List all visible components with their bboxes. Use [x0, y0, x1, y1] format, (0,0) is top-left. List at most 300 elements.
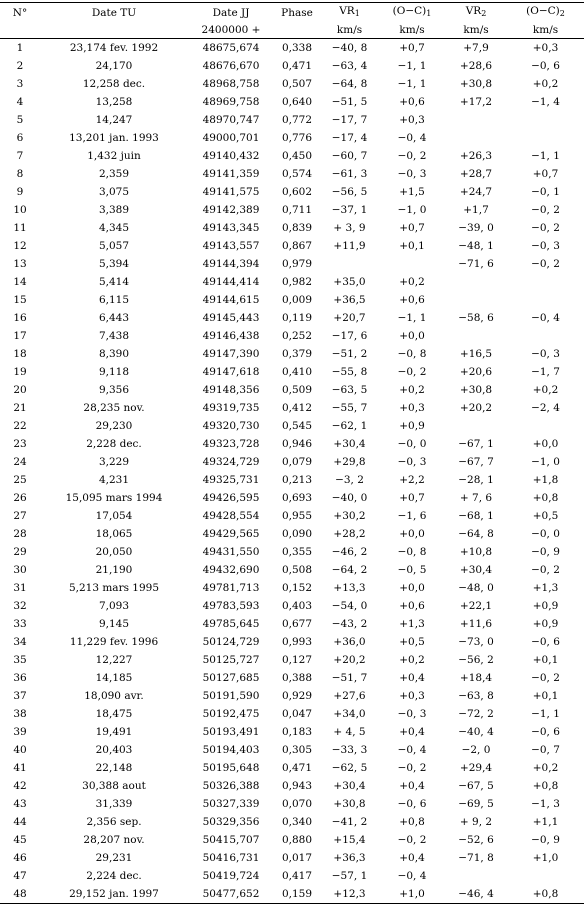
cell-date-jj: 49324,729 — [202, 456, 260, 468]
cell-date-tu: 28,235 nov. — [83, 402, 145, 414]
cell-row-number: 34 — [13, 636, 27, 648]
cell-vr2: +28,6 — [459, 60, 493, 72]
cell-phase: 0,471 — [281, 762, 313, 774]
cell-vr1: −51, 7 — [331, 672, 368, 684]
cell-phase: 0,677 — [281, 618, 313, 630]
cell-date-tu: 14,185 — [95, 672, 133, 684]
cell-vr1: −56, 5 — [331, 186, 368, 198]
table-row — [0, 75, 584, 93]
header-date-jj: Date JJ — [188, 3, 274, 23]
cell-oc2: +0,9 — [532, 600, 559, 612]
cell-phase: 0,009 — [281, 294, 313, 306]
cell-phase: 0,929 — [281, 690, 313, 702]
cell-date-tu: 9,145 — [98, 618, 130, 630]
cell-oc2: +0,2 — [532, 384, 559, 396]
cell-vr1: −61, 3 — [331, 168, 368, 180]
table-row — [0, 813, 584, 831]
cell-row-number: 35 — [13, 654, 27, 666]
cell-date-tu: 3,075 — [98, 186, 130, 198]
cell-oc1: −1, 0 — [397, 204, 427, 216]
cell-vr2: +30,8 — [459, 384, 493, 396]
cell-date-tu: 1,432 juin — [87, 150, 141, 162]
table-row — [0, 561, 584, 579]
cell-oc1: −1, 1 — [397, 78, 427, 90]
cell-oc1: +0,7 — [399, 492, 425, 504]
cell-vr2 — [445, 867, 507, 885]
cell-oc2: −1, 4 — [531, 96, 560, 108]
cell-date-jj: 48970,747 — [202, 114, 260, 126]
cell-row-number: 4 — [16, 96, 24, 108]
cell-date-jj: 49144,615 — [202, 294, 260, 306]
cell-oc2: −1, 0 — [531, 456, 560, 468]
cell-date-tu: 2,224 dec. — [86, 870, 142, 882]
cell-vr1: −17, 6 — [331, 330, 368, 342]
table-row — [0, 291, 584, 309]
cell-vr2: +11,6 — [459, 618, 493, 630]
cell-oc2: −0, 1 — [531, 186, 560, 198]
table-header — [0, 3, 584, 39]
cell-date-jj: 49142,389 — [202, 204, 260, 216]
cell-row-number: 30 — [13, 564, 27, 576]
cell-row-number: 28 — [13, 528, 27, 540]
cell-date-tu: 19,491 — [95, 726, 133, 738]
header-vr1: $VR_1$ — [320, 3, 379, 23]
cell-vr1: −55, 8 — [331, 366, 368, 378]
cell-oc1: −1, 1 — [397, 312, 427, 324]
table-row — [0, 669, 584, 687]
cell-row-number: 16 — [13, 312, 27, 324]
cell-date-jj: 48675,674 — [202, 42, 260, 54]
cell-oc2 — [507, 417, 584, 435]
cell-oc2: +0,1 — [532, 654, 559, 666]
cell-oc1: −0, 4 — [397, 132, 427, 144]
cell-date-jj: 49325,731 — [202, 474, 260, 486]
cell-vr1: +11,9 — [333, 240, 366, 252]
cell-oc2: −0, 7 — [531, 744, 560, 756]
cell-phase: 0,127 — [281, 654, 313, 666]
header-unit-oc1: km/s — [379, 22, 445, 39]
cell-phase: 0,880 — [281, 834, 313, 846]
cell-oc2: −0, 0 — [531, 528, 560, 540]
cell-date-tu: 9,118 — [98, 366, 130, 378]
cell-phase: 0,213 — [281, 474, 313, 486]
cell-date-jj: 50416,731 — [202, 852, 260, 864]
cell-row-number: 18 — [13, 348, 27, 360]
cell-vr1: + 3, 9 — [333, 222, 366, 234]
cell-row-number: 45 — [13, 834, 27, 846]
cell-date-jj: 48676,670 — [202, 60, 260, 72]
header-number: N° — [0, 3, 40, 23]
cell-oc2: −0, 4 — [531, 312, 560, 324]
cell-vr2: −71, 6 — [458, 258, 494, 270]
cell-row-number: 25 — [13, 474, 27, 486]
cell-date-tu: 29,231 — [95, 852, 133, 864]
cell-vr2: −39, 0 — [458, 222, 494, 234]
cell-phase: 0,574 — [281, 168, 313, 180]
cell-row-number: 17 — [13, 330, 27, 342]
table-row — [0, 597, 584, 615]
cell-date-tu: 13,201 jan. 1993 — [69, 132, 159, 144]
cell-vr2: −64, 8 — [458, 528, 494, 540]
cell-vr2: −2, 0 — [461, 744, 491, 756]
cell-row-number: 15 — [13, 294, 27, 306]
cell-vr2: +26,3 — [459, 150, 493, 162]
cell-oc2: −0, 2 — [531, 258, 560, 270]
cell-row-number: 3 — [16, 78, 24, 90]
cell-date-jj: 50194,403 — [202, 744, 260, 756]
table-row — [0, 795, 584, 813]
cell-oc2: +0,1 — [532, 690, 559, 702]
cell-date-jj: 49145,443 — [202, 312, 260, 324]
cell-oc1: −0, 2 — [397, 366, 427, 378]
cell-row-number: 22 — [13, 420, 27, 432]
cell-date-tu: 4,345 — [98, 222, 130, 234]
header-unit-phase — [274, 22, 320, 39]
cell-date-jj: 49785,645 — [202, 618, 260, 630]
cell-phase: 0,839 — [281, 222, 313, 234]
header-row-1 — [0, 3, 584, 23]
cell-phase: 0,471 — [281, 60, 313, 72]
cell-oc1: −0, 5 — [397, 564, 427, 576]
cell-oc2: +0,9 — [532, 618, 559, 630]
cell-date-jj: 50193,491 — [202, 726, 260, 738]
cell-date-tu: 15,095 mars 1994 — [65, 492, 163, 504]
cell-vr1: +12,3 — [320, 885, 379, 904]
cell-oc1: +0,3 — [399, 402, 425, 414]
table-row — [0, 615, 584, 633]
cell-date-tu: 5,394 — [98, 258, 130, 270]
cell-phase: 0,070 — [281, 798, 313, 810]
cell-oc2 — [507, 111, 584, 129]
cell-row-number: 12 — [13, 240, 27, 252]
cell-phase: 0,340 — [281, 816, 313, 828]
cell-vr1: +13,3 — [333, 582, 366, 594]
header-oc2: $(O-C)_2$ — [507, 3, 584, 23]
cell-oc2: −1, 3 — [531, 798, 560, 810]
cell-vr2: −67, 1 — [458, 438, 494, 450]
cell-date-tu: 20,403 — [95, 744, 133, 756]
cell-oc1: −1, 6 — [397, 510, 427, 522]
cell-oc1: +0,6 — [399, 96, 425, 108]
cell-oc1: −0, 4 — [397, 744, 427, 756]
cell-row-number: 31 — [13, 582, 27, 594]
table-row — [0, 201, 584, 219]
cell-date-tu: 2,359 — [98, 168, 130, 180]
cell-vr1: +27,6 — [333, 690, 366, 702]
cell-vr1: −64, 2 — [331, 564, 368, 576]
cell-date-jj: 49143,345 — [202, 222, 260, 234]
cell-vr2: +20,2 — [459, 402, 493, 414]
cell-oc2 — [507, 273, 584, 291]
cell-vr1: +36,0 — [333, 636, 366, 648]
header-unit-date-tu — [40, 22, 188, 39]
cell-oc1: +0,8 — [399, 816, 425, 828]
header-unit-date-jj: 2400000 + — [188, 22, 274, 39]
cell-date-tu: 23,174 fev. 1992 — [69, 42, 159, 54]
cell-phase: 0,152 — [281, 582, 313, 594]
cell-oc1: +0,2 — [399, 276, 425, 288]
cell-oc2: +1,3 — [532, 582, 559, 594]
cell-oc2: −1, 1 — [531, 150, 560, 162]
cell-vr1: +36,3 — [333, 852, 366, 864]
cell-phase: 0,545 — [281, 420, 313, 432]
cell-vr1: −17, 7 — [331, 114, 368, 126]
cell-oc1: +0,3 — [399, 690, 425, 702]
table-row — [0, 399, 584, 417]
table-row — [0, 111, 584, 129]
cell-phase: 0,090 — [281, 528, 313, 540]
cell-row-number: 37 — [13, 690, 27, 702]
cell-date-jj: 48969,758 — [202, 96, 260, 108]
table-row — [0, 849, 584, 867]
cell-vr2 — [445, 327, 507, 345]
cell-oc1 — [379, 255, 445, 273]
cell-date-jj: 50125,727 — [202, 654, 260, 666]
cell-vr2 — [445, 291, 507, 309]
cell-oc2: +0,0 — [532, 438, 559, 450]
cell-date-jj: 49141,359 — [202, 168, 260, 180]
cell-vr2: −40, 4 — [458, 726, 494, 738]
cell-oc2: −0, 9 — [531, 834, 560, 846]
cell-oc1: +0,1 — [399, 240, 425, 252]
cell-oc2: −0, 2 — [531, 564, 560, 576]
cell-vr2: −63, 8 — [458, 690, 494, 702]
cell-vr2: +18,4 — [459, 672, 493, 684]
table-row — [0, 705, 584, 723]
cell-oc2: −0, 2 — [531, 222, 560, 234]
cell-date-tu: 5,414 — [98, 276, 130, 288]
cell-vr2: −69, 5 — [458, 798, 494, 810]
cell-date-tu: 29,152 jan. 1997 — [40, 885, 188, 904]
cell-date-jj: 49143,557 — [202, 240, 260, 252]
cell-phase: 0,507 — [281, 78, 313, 90]
cell-vr1: −40, 8 — [331, 42, 368, 54]
cell-phase: 0,772 — [281, 114, 313, 126]
table-row — [0, 57, 584, 75]
cell-row-number: 7 — [16, 150, 24, 162]
cell-vr2 — [445, 417, 507, 435]
table-row — [0, 867, 584, 885]
cell-oc2: +0,3 — [532, 42, 559, 54]
table-row — [0, 651, 584, 669]
header-vr2: $VR_2$ — [445, 3, 507, 23]
cell-vr1 — [320, 255, 379, 273]
header-unit-number — [0, 22, 40, 39]
cell-vr2: −28, 1 — [458, 474, 494, 486]
cell-oc1: +0,0 — [399, 528, 425, 540]
table-row — [0, 93, 584, 111]
cell-oc2: +0,8 — [532, 492, 559, 504]
cell-row-number: 14 — [13, 276, 27, 288]
cell-oc2: −0, 6 — [531, 636, 560, 648]
cell-row-number: 29 — [13, 546, 27, 558]
cell-oc1: +0,4 — [399, 780, 425, 792]
table-row — [0, 723, 584, 741]
cell-phase: 0,183 — [281, 726, 313, 738]
cell-date-tu: 11,229 fev. 1996 — [69, 636, 159, 648]
cell-row-number: 32 — [13, 600, 27, 612]
cell-vr2 — [445, 129, 507, 147]
cell-oc1: +1,3 — [399, 618, 425, 630]
cell-vr1: −41, 2 — [331, 816, 368, 828]
cell-oc2: −2, 4 — [531, 402, 560, 414]
cell-date-tu: 2,356 sep. — [86, 816, 142, 828]
table-row — [0, 453, 584, 471]
cell-oc2: +1,0 — [532, 852, 559, 864]
table-row — [0, 183, 584, 201]
cell-vr1: +30,4 — [333, 438, 366, 450]
table-body — [0, 39, 584, 904]
cell-row-number: 1 — [16, 42, 24, 54]
cell-phase: 0,867 — [281, 240, 313, 252]
cell-phase: 0,379 — [281, 348, 313, 360]
cell-oc1: −0, 0 — [397, 438, 427, 450]
cell-vr2: + 7, 6 — [459, 492, 493, 504]
cell-row-number: 9 — [16, 186, 24, 198]
cell-oc1: −1, 1 — [397, 60, 427, 72]
table-row — [0, 687, 584, 705]
cell-phase: 0,776 — [281, 132, 313, 144]
cell-vr2: −67, 7 — [458, 456, 494, 468]
cell-oc2 — [507, 327, 584, 345]
cell-row-number: 21 — [13, 402, 27, 414]
cell-vr2: −73, 0 — [458, 636, 494, 648]
cell-oc1: +0,4 — [399, 726, 425, 738]
cell-date-tu: 8,390 — [98, 348, 130, 360]
cell-oc1: −0, 3 — [397, 708, 427, 720]
header-unit-oc2: km/s — [507, 22, 584, 39]
cell-row-number: 26 — [13, 492, 27, 504]
radial-velocity-table — [0, 2, 584, 904]
cell-vr1: −62, 5 — [331, 762, 368, 774]
cell-oc1: +0,2 — [399, 384, 425, 396]
cell-phase: 0,410 — [281, 366, 313, 378]
cell-date-jj: 49144,394 — [202, 258, 260, 270]
cell-vr1: −46, 2 — [331, 546, 368, 558]
cell-row-number: 6 — [16, 132, 24, 144]
table-row — [0, 741, 584, 759]
cell-date-jj: 49000,701 — [202, 132, 260, 144]
cell-phase: 0,017 — [281, 852, 313, 864]
cell-phase: 0,711 — [281, 204, 313, 216]
cell-date-jj: 49429,565 — [202, 528, 260, 540]
cell-vr1: −37, 1 — [331, 204, 368, 216]
cell-vr1: +30,4 — [333, 780, 366, 792]
cell-row-number: 46 — [13, 852, 27, 864]
cell-vr2: −72, 2 — [458, 708, 494, 720]
cell-date-tu: 29,230 — [95, 420, 133, 432]
header-phase: Phase — [274, 3, 320, 23]
cell-date-jj: 50124,729 — [202, 636, 260, 648]
cell-vr2: −67, 5 — [458, 780, 494, 792]
cell-oc1: +2,2 — [399, 474, 425, 486]
table-row — [0, 165, 584, 183]
cell-oc2: −0, 9 — [531, 546, 560, 558]
cell-oc2: −0, 2 — [531, 672, 560, 684]
cell-oc1: −0, 2 — [397, 150, 427, 162]
cell-row-number: 36 — [13, 672, 27, 684]
cell-oc1: +0,4 — [399, 852, 425, 864]
cell-date-jj: 50327,339 — [202, 798, 260, 810]
cell-vr1: −33, 3 — [331, 744, 368, 756]
cell-phase: 0,252 — [281, 330, 313, 342]
header-oc1: $(O-C)_1$ — [379, 3, 445, 23]
cell-vr1: −63, 5 — [331, 384, 368, 396]
cell-oc2: +1,1 — [532, 816, 559, 828]
cell-vr2: + 9, 2 — [459, 816, 493, 828]
cell-vr2: +7,9 — [463, 42, 489, 54]
cell-date-tu: 3,229 — [98, 456, 130, 468]
cell-date-tu: 12,227 — [95, 654, 133, 666]
header-row-2 — [0, 22, 584, 39]
table-row — [0, 831, 584, 849]
cell-row-number: 24 — [13, 456, 27, 468]
cell-date-jj: 50329,356 — [202, 816, 260, 828]
cell-phase: 0,159 — [274, 885, 320, 904]
cell-phase: 0,388 — [281, 672, 313, 684]
cell-vr1: −51, 5 — [331, 96, 368, 108]
cell-date-jj: 50192,475 — [202, 708, 260, 720]
table-row — [0, 129, 584, 147]
cell-phase: 0,417 — [281, 870, 313, 882]
table-row — [0, 777, 584, 795]
table-row — [0, 327, 584, 345]
cell-date-jj: 49428,554 — [202, 510, 260, 522]
cell-date-tu: 12,258 dec. — [82, 78, 146, 90]
cell-oc2: −0, 3 — [531, 348, 560, 360]
cell-row-number: 42 — [13, 780, 27, 792]
cell-date-tu: 31,339 — [95, 798, 133, 810]
cell-oc1: +1,0 — [379, 885, 445, 904]
cell-vr1: + 4, 5 — [333, 726, 366, 738]
cell-date-jj: 48968,758 — [202, 78, 260, 90]
cell-date-jj: 49141,575 — [202, 186, 260, 198]
cell-vr1: −54, 0 — [331, 600, 368, 612]
cell-oc2: −0, 6 — [531, 60, 560, 72]
cell-phase: 0,640 — [281, 96, 313, 108]
cell-oc1: +0,7 — [399, 42, 425, 54]
cell-oc1: +0,7 — [399, 222, 425, 234]
cell-vr2: −48, 1 — [458, 240, 494, 252]
cell-row-number: 48 — [0, 885, 40, 904]
table-row — [0, 255, 584, 273]
cell-oc1: −0, 2 — [397, 762, 427, 774]
table-row — [0, 237, 584, 255]
cell-vr1: −43, 2 — [331, 618, 368, 630]
cell-date-jj: 50195,648 — [202, 762, 260, 774]
cell-date-jj: 49783,593 — [202, 600, 260, 612]
cell-row-number: 10 — [13, 204, 27, 216]
cell-oc1: +0,4 — [399, 672, 425, 684]
cell-date-tu: 5,057 — [98, 240, 130, 252]
cell-date-tu: 30,388 aout — [82, 780, 146, 792]
cell-vr1: −57, 1 — [331, 870, 368, 882]
cell-row-number: 20 — [13, 384, 27, 396]
cell-oc1: +0,0 — [399, 582, 425, 594]
table-row — [0, 417, 584, 435]
cell-row-number: 44 — [13, 816, 27, 828]
cell-vr1: −60, 7 — [331, 150, 368, 162]
cell-vr1: +15,4 — [333, 834, 366, 846]
cell-vr2: −58, 6 — [458, 312, 494, 324]
cell-vr2: +30,8 — [459, 78, 493, 90]
cell-vr1: +30,8 — [333, 798, 366, 810]
cell-row-number: 27 — [13, 510, 27, 522]
cell-oc2 — [507, 867, 584, 885]
cell-date-tu: 24,170 — [95, 60, 133, 72]
cell-vr1: +20,2 — [333, 654, 366, 666]
cell-vr2: −52, 6 — [458, 834, 494, 846]
